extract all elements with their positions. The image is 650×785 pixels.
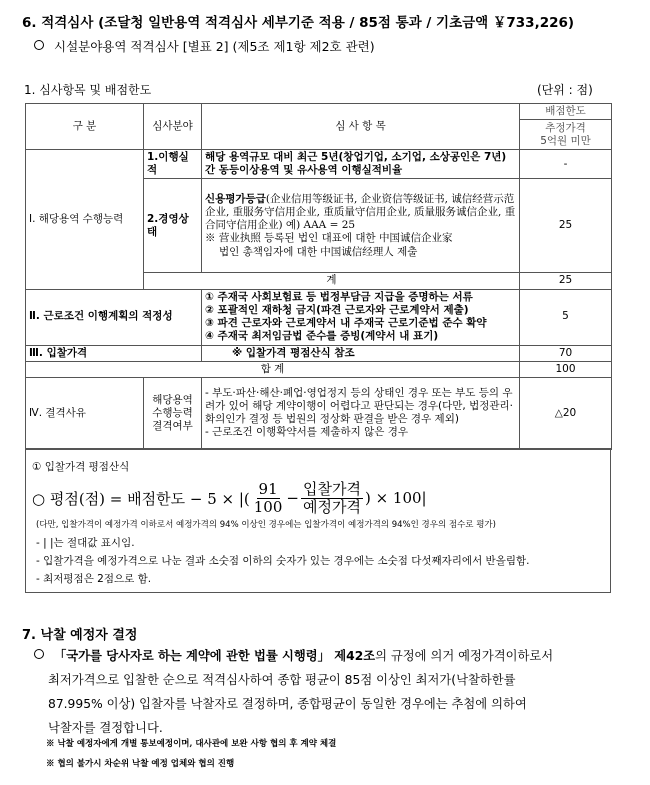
section-7-line-3: 87.995% 이상) 입찰자를 낙찰자로 결정하며, 종합평균이 동일한 경우에는 추첨에 의하여 (48, 697, 527, 711)
row2-score: 5 (520, 289, 612, 345)
row4-category: Ⅳ. 결격사유 (26, 377, 144, 449)
section-7-text-1: 의 규정에 의거 예정가격이하로서 (375, 649, 554, 663)
row2-item-2: ② 포괄적인 재하청 금지(파견 근로자와 근로계약서 제출) (205, 303, 469, 316)
fraction-2-denominator: 예정가격 (302, 497, 361, 516)
fraction-price-ratio (301, 481, 363, 515)
row1-score2: 25 (520, 179, 612, 273)
evaluation-table (25, 103, 612, 450)
header-limit-sub-line1: 추정가격 (545, 121, 586, 134)
row2-item-1: ① 주재국 사회보험료 등 법정부담금 지급을 증명하는 서류 (205, 290, 473, 303)
circle-bullet-icon (34, 40, 44, 50)
formula-line-2: - 입찰가격을 예정가격으로 나눈 결과 소숫점 이하의 숫자가 있는 경우에는 소숫점 다섯째자리에서 반올림함. (36, 555, 530, 567)
fraction-1-denominator: 100 (253, 497, 283, 516)
row2-items (202, 289, 520, 345)
row2-item-3: ③ 파견 근로자와 근로계약서 내 주재국 근로기준법 준수 확약 (205, 317, 487, 329)
fraction-1-numerator: 91 (258, 480, 278, 498)
row1-score1: - (520, 150, 612, 179)
section-7-note-1: ※ 낙찰 예정자에게 개별 통보예정이며, 대사관에 보완 사항 협의 후 계약 체결 (46, 739, 337, 749)
formula-minus: − (286, 489, 299, 507)
row1-item2 (202, 179, 520, 273)
row1-field1: 1.이행실적 (144, 150, 202, 179)
formula-line-1: - | |는 절대값 표시임. (36, 537, 135, 549)
header-field: 심사분야 (144, 104, 202, 150)
formula-title: ① 입찰가격 평점산식 (32, 461, 130, 473)
row4-score: △20 (520, 377, 612, 449)
row3-score: 70 (520, 345, 612, 361)
table-heading: 1. 심사항목 및 배점한도 (24, 83, 152, 97)
row1-subtotal: 25 (520, 273, 612, 289)
formula-rhs: ) × 100| (364, 489, 427, 507)
credit-note-2: 법인 총책임자에 대한 中国诚信经理人 제출 (219, 245, 418, 258)
total-label: 합 계 (26, 361, 520, 377)
row2-item-4: ④ 주재국 최저임금법 준수를 증빙(계약서 내 표기) (205, 330, 439, 343)
fraction-2-numerator: 입찰가격 (302, 480, 361, 498)
law-reference: 「국가를 당사자로 하는 계약에 관한 법률 시행령」 제42조 (54, 649, 376, 663)
header-limit: 배점한도 (520, 104, 612, 120)
section-7-title: 7. 낙찰 예정자 결정 (22, 628, 138, 643)
row3-category: Ⅲ. 입찰가격 (26, 345, 202, 361)
section-7-body (34, 644, 624, 740)
formula-line-3: - 최저평점은 2점으로 함. (36, 573, 152, 585)
circle-bullet-icon (34, 649, 44, 659)
formula-lhs: ○ 평점(점) = 배점한도 − 5 × |( (32, 489, 250, 508)
header-limit-sub-line2: 5억원 미만 (540, 134, 591, 147)
total-score: 100 (520, 361, 612, 377)
subtitle-text: 시설분야용역 적격심사 [별표 2] (제5조 제1항 제2호 관련) (54, 39, 375, 54)
row4-item-2: - 근로조건 이행확약서를 제출하지 않은 경우 (205, 426, 409, 439)
row1-item1: 해당 용역규모 대비 최근 5년(창업기업, 소기업, 소상공인은 7년)간 동등이상용역 및 유사용역 이행실적비율 (202, 150, 520, 179)
section-6-title: 6. 적격심사 (조달청 일반용역 적격심사 세부기준 적용 / 85점 통과 / 기초금액 ￥733,226) (22, 15, 575, 31)
credit-rating-text: (企业信用等级证书, 企业资信等级证书, 诚信经营示范企业, 重服务守信用企业, 重质量守信用企业, 质量服务诚信企业, 重合同守信用企业) 예) AAA = 25 (205, 193, 516, 232)
header-limit-sub (520, 120, 612, 150)
section-7-line-4: 낙찰자를 결정합니다. (48, 721, 163, 735)
credit-rating-label: 신용평가등급 (205, 193, 266, 206)
price-formula-box (25, 448, 611, 593)
formula-note: (다만, 입찰가격이 예정가격 이하로서 예정가격의 94% 이상인 경우에는 입찰가격이 예정가격의 94%인 경우의 점수로 평가) (36, 520, 496, 530)
row4-items (202, 377, 520, 449)
row4-item-1: - 부도·파산·해산·폐업·영업정지 등의 상태인 경우 또는 부도 등의 우려가 있어 해당 계약이행이 어렵다고 판단되는 경우(다만, 법정관리·화의인가 결정 등 법원의 정상화 판결을 받은 경우 제외) (205, 387, 513, 426)
row2-category: Ⅱ. 근로조건 이행계획의 적정성 (26, 289, 202, 345)
section-7-line-1 (34, 644, 624, 668)
section-7-line-2: 최저가격으로 입찰한 순으로 적격심사하여 종합 평균이 85점 이상인 최저가(낙찰하한률 (48, 673, 516, 687)
header-items: 심 사 항 목 (202, 104, 520, 150)
fraction-91-100 (252, 481, 285, 515)
row1-category: Ⅰ. 해당용역 수행능력 (26, 150, 144, 289)
row3-item: ※ 입찰가격 평점산식 참조 (202, 345, 520, 361)
header-category: 구 분 (26, 104, 144, 150)
unit-label: (단위 : 점) (537, 83, 593, 97)
row1-field2: 2.경영상태 (144, 179, 202, 273)
row1-subtotal-label: 계 (144, 273, 520, 289)
section-6-subtitle (34, 37, 375, 55)
row4-field: 해당용역 수행능력 결격여부 (144, 377, 202, 449)
formula-equation (32, 481, 427, 515)
section-7-note-2: ※ 협의 불가시 차순위 낙찰 예정 업체와 협의 진행 (46, 759, 235, 769)
credit-note-1: ※ 营业执照 등록된 법인 대표에 대한 中国诚信企业家 (205, 232, 453, 245)
